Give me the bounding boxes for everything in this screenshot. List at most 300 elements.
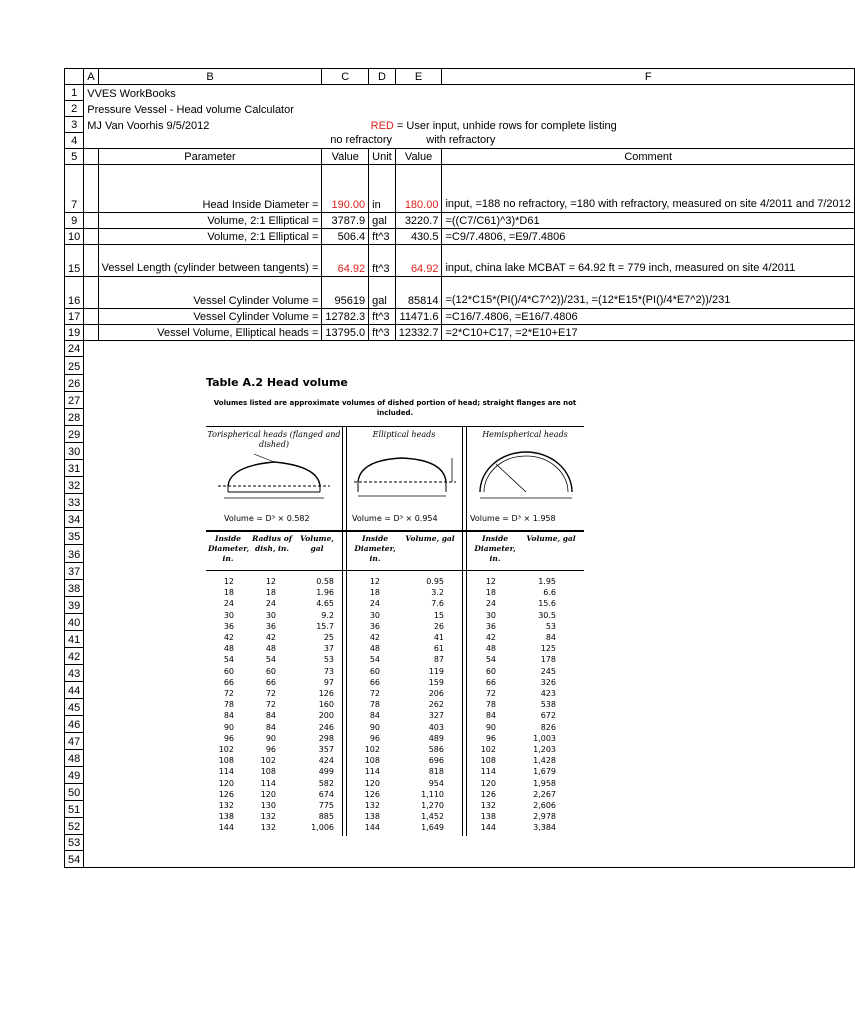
ell-diameter-value: 114 xyxy=(364,767,380,777)
value2-cylinder-volume-ft3[interactable]: 11471.6 xyxy=(395,309,442,325)
ell-volume-value: 1,452 xyxy=(421,812,444,822)
unit-head-diameter[interactable]: in xyxy=(369,165,396,213)
tori-diameter-column xyxy=(210,576,234,834)
unit-volume-gal[interactable]: gal xyxy=(369,213,396,229)
elliptical-heading: Elliptical heads xyxy=(372,430,436,439)
refractory-labels-row[interactable] xyxy=(84,133,855,149)
row-header[interactable]: 38 xyxy=(65,580,84,597)
hem-volume-value: 15.6 xyxy=(538,599,556,609)
ell-diameter-value: 54 xyxy=(369,655,380,665)
cell[interactable] xyxy=(84,229,98,245)
tori-volume-value: 775 xyxy=(318,801,334,811)
hem-volume-value: 125 xyxy=(540,644,556,654)
tori-volume-value: 246 xyxy=(318,722,334,732)
tori-diameter-value: 84 xyxy=(223,711,234,721)
unit-cylinder-volume-ft3[interactable]: ft^3 xyxy=(369,309,396,325)
ell-volume-value: 159 xyxy=(428,677,444,687)
row-header[interactable]: 47 xyxy=(65,733,84,750)
row-header[interactable]: 34 xyxy=(65,511,84,528)
ell-diameter-value: 60 xyxy=(369,666,380,676)
tori-diameter-value: 126 xyxy=(218,789,234,799)
hem-diameter-value: 36 xyxy=(485,621,496,631)
tori-radius-value: 48 xyxy=(265,644,276,654)
ell-volume-value: 87 xyxy=(433,655,444,665)
header-parameter[interactable]: Parameter xyxy=(98,149,322,165)
ell-volume-value: 206 xyxy=(428,689,444,699)
ell-volume-value: 954 xyxy=(428,778,444,788)
ell-diameter-value: 42 xyxy=(369,633,380,643)
ell-diameter-value: 108 xyxy=(364,756,380,766)
comment-head-diameter[interactable]: input, =188 no refractory, =180 with refractory, measured on site 4/2011 and 7/2012 xyxy=(442,165,854,213)
torispherical-formula: Volume = D³ × 0.582 xyxy=(224,514,310,523)
value-vessel-length[interactable]: 64.92 xyxy=(322,245,369,277)
ell-volume-value: 7.6 xyxy=(431,599,444,609)
hem-diameter-value: 42 xyxy=(485,633,496,643)
ell-diameter-value: 48 xyxy=(369,644,380,654)
ell-volume-value: 3.2 xyxy=(431,588,444,598)
row-header[interactable]: 49 xyxy=(65,767,84,784)
tori-radius-value: 42 xyxy=(265,633,276,643)
row-header[interactable]: 1 xyxy=(65,85,84,101)
hem-volume-value: 245 xyxy=(540,666,556,676)
hem-volume-value: 326 xyxy=(540,677,556,687)
ell-col-volume: Volume, gal xyxy=(405,534,455,543)
tori-radius-value: 72 xyxy=(265,689,276,699)
ell-volume-value: 586 xyxy=(428,745,444,755)
tori-diameter-value: 36 xyxy=(223,621,234,631)
row-header[interactable]: 41 xyxy=(65,631,84,648)
legend-cell[interactable] xyxy=(369,117,855,133)
row-header[interactable]: 24 xyxy=(65,341,84,357)
tori-diameter-value: 78 xyxy=(223,700,234,710)
tori-diameter-value: 90 xyxy=(223,722,234,732)
ell-volume-value: 15 xyxy=(433,610,444,620)
tori-radius-value: 66 xyxy=(265,677,276,687)
tori-volume-column xyxy=(292,576,334,834)
row-header[interactable]: 54 xyxy=(65,851,84,868)
tori-diameter-value: 114 xyxy=(218,767,234,777)
header-comment[interactable]: Comment xyxy=(442,149,854,165)
column-header-d[interactable]: D xyxy=(369,69,396,85)
row-header[interactable]: 28 xyxy=(65,409,84,426)
cell[interactable] xyxy=(84,245,98,277)
ell-volume-value: 26 xyxy=(433,621,444,631)
tori-diameter-value: 42 xyxy=(223,633,234,643)
tori-radius-column xyxy=(250,576,276,834)
tori-volume-value: 499 xyxy=(318,767,334,777)
ell-diameter-value: 78 xyxy=(369,700,380,710)
rule xyxy=(206,570,584,571)
hem-diameter-value: 72 xyxy=(485,689,496,699)
corner-cell[interactable] xyxy=(65,69,84,85)
column-header-a[interactable]: A xyxy=(84,69,98,85)
legend-red-label: RED xyxy=(370,119,394,132)
tori-volume-value: 885 xyxy=(318,812,334,822)
ell-diameter-value: 30 xyxy=(369,610,380,620)
tori-radius-value: 72 xyxy=(265,700,276,710)
hem-volume-value: 1,679 xyxy=(533,767,556,777)
torispherical-heading: Torispherical heads (flanged and dished) xyxy=(207,430,341,449)
comment-cylinder-volume-gal[interactable]: =(12*C15*(PI()/4*C7^2))/231, =(12*E15*(PI()/4*E7^2))/231 xyxy=(442,277,854,309)
tori-radius-value: 12 xyxy=(265,577,276,586)
row-header[interactable]: 4 xyxy=(65,133,84,149)
row-header[interactable]: 40 xyxy=(65,614,84,631)
hem-diameter-value: 48 xyxy=(485,644,496,654)
tori-radius-value: 102 xyxy=(260,756,276,766)
ell-volume-value: 1,110 xyxy=(421,789,444,799)
hem-diameter-value: 108 xyxy=(480,756,496,766)
value-volume-gal[interactable]: 3787.9 xyxy=(322,213,369,229)
value2-volume-ft3[interactable]: 430.5 xyxy=(395,229,442,245)
ell-diameter-value: 36 xyxy=(369,621,380,631)
hem-col-diameter: Inside Diameter, in. xyxy=(474,534,516,563)
tori-volume-value: 357 xyxy=(318,745,334,755)
unit-cylinder-volume-gal[interactable]: gal xyxy=(369,277,396,309)
hem-diameter-value: 60 xyxy=(485,666,496,676)
tori-radius-value: 132 xyxy=(260,812,276,822)
tori-volume-value: 73 xyxy=(323,666,334,676)
cell[interactable] xyxy=(84,325,98,341)
elliptical-diagram xyxy=(352,452,458,508)
ell-diameter-value: 120 xyxy=(364,778,380,788)
ell-diameter-value: 144 xyxy=(364,823,380,833)
tori-col-volume: Volume, gal xyxy=(300,534,334,553)
image-row-cell[interactable] xyxy=(84,851,855,868)
tori-diameter-value: 144 xyxy=(218,823,234,833)
param-cylinder-volume-ft3[interactable]: Vessel Cylinder Volume = xyxy=(98,309,322,325)
hem-diameter-value: 114 xyxy=(480,767,496,777)
ell-diameter-value: 84 xyxy=(369,711,380,721)
hem-volume-value: 423 xyxy=(540,689,556,699)
ell-volume-value: 696 xyxy=(428,756,444,766)
ell-volume-value: 41 xyxy=(433,633,444,643)
hem-volume-value: 53 xyxy=(545,621,556,631)
row-header[interactable]: 26 xyxy=(65,375,84,392)
hem-volume-column xyxy=(518,576,556,834)
value2-cylinder-volume-gal[interactable]: 85814 xyxy=(395,277,442,309)
tori-radius-value: 84 xyxy=(265,722,276,732)
hem-diameter-value: 18 xyxy=(485,588,496,598)
tori-volume-value: 0.58 xyxy=(316,577,334,586)
no-refractory-label: no refractory xyxy=(330,134,392,146)
ell-volume-column xyxy=(404,576,444,834)
author-cell[interactable]: MJ Van Voorhis 9/5/2012 xyxy=(84,117,369,133)
hem-volume-value: 1,428 xyxy=(533,756,556,766)
row-header[interactable]: 2 xyxy=(65,101,84,117)
unit-volume-ft3[interactable]: ft^3 xyxy=(369,229,396,245)
ell-diameter-value: 102 xyxy=(364,745,380,755)
value2-vessel-volume[interactable]: 12332.7 xyxy=(395,325,442,341)
row-header[interactable]: 30 xyxy=(65,443,84,460)
comment-volume-ft3[interactable]: =C9/7.4806, =E9/7.4806 xyxy=(442,229,854,245)
ell-volume-value: 489 xyxy=(428,733,444,743)
tori-radius-value: 108 xyxy=(260,767,276,777)
cell[interactable] xyxy=(84,213,98,229)
value2-vessel-length[interactable]: 64.92 xyxy=(395,245,442,277)
hem-volume-value: 538 xyxy=(540,700,556,710)
ell-col-diameter: Inside Diameter, in. xyxy=(354,534,396,563)
param-head-diameter[interactable]: Head Inside Diameter = xyxy=(98,165,322,213)
tori-radius-value: 60 xyxy=(265,666,276,676)
row-header[interactable]: 32 xyxy=(65,477,84,494)
tori-diameter-value: 60 xyxy=(223,666,234,676)
header-unit[interactable]: Unit xyxy=(369,149,396,165)
hem-volume-value: 1.95 xyxy=(538,577,556,586)
tori-radius-value: 24 xyxy=(265,599,276,609)
row-header[interactable]: 9 xyxy=(65,213,84,229)
tori-volume-value: 97 xyxy=(323,677,334,687)
scan-title: Table A.2 Head volume xyxy=(206,376,348,389)
row-header[interactable]: 3 xyxy=(65,117,84,133)
hem-volume-value: 1,958 xyxy=(533,778,556,788)
hem-volume-value: 2,267 xyxy=(533,789,556,799)
ell-diameter-value: 138 xyxy=(364,812,380,822)
hem-diameter-value: 84 xyxy=(485,711,496,721)
scan-subtitle: Volumes listed are approximate volumes of dished portion of head; straight flanges are not included. xyxy=(213,399,577,417)
ell-diameter-value: 126 xyxy=(364,789,380,799)
ell-diameter-value: 90 xyxy=(369,722,380,732)
tori-col-diameter: Inside Diameter, in. xyxy=(208,534,250,563)
row-header[interactable]: 19 xyxy=(65,325,84,341)
ell-diameter-value: 24 xyxy=(369,599,380,609)
image-row-cell[interactable] xyxy=(84,341,855,357)
tori-diameter-value: 48 xyxy=(223,644,234,654)
column-header-c[interactable]: C xyxy=(322,69,369,85)
hem-diameter-value: 90 xyxy=(485,722,496,732)
tori-volume-value: 298 xyxy=(318,733,334,743)
row-header[interactable]: 27 xyxy=(65,392,84,409)
tori-diameter-value: 132 xyxy=(218,801,234,811)
tori-volume-value: 126 xyxy=(318,689,334,699)
row-header[interactable]: 39 xyxy=(65,597,84,614)
tori-radius-value: 132 xyxy=(260,823,276,833)
comment-vessel-volume[interactable]: =2*C10+C17, =2*E10+E17 xyxy=(442,325,854,341)
tori-diameter-value: 66 xyxy=(223,677,234,687)
column-header-e[interactable]: E xyxy=(395,69,442,85)
elliptical-formula: Volume = D³ × 0.954 xyxy=(352,514,438,523)
tori-col-radius: Radius of dish, in. xyxy=(252,534,292,553)
legend-text: = User input, unhide rows for complete listing xyxy=(393,119,617,132)
ell-volume-value: 0.95 xyxy=(426,577,444,586)
tori-volume-value: 37 xyxy=(323,644,334,654)
row-header[interactable]: 35 xyxy=(65,528,84,545)
tori-radius-value: 30 xyxy=(265,610,276,620)
row-header[interactable]: 29 xyxy=(65,426,84,443)
header-value[interactable]: Value xyxy=(322,149,369,165)
row-header[interactable]: 10 xyxy=(65,229,84,245)
ell-volume-value: 818 xyxy=(428,767,444,777)
tori-diameter-value: 120 xyxy=(218,778,234,788)
hem-diameter-value: 66 xyxy=(485,677,496,687)
tori-volume-value: 15.7 xyxy=(316,621,334,631)
tori-diameter-value: 102 xyxy=(218,745,234,755)
tori-volume-value: 674 xyxy=(318,789,334,799)
ell-diameter-value: 66 xyxy=(369,677,380,687)
hem-volume-value: 672 xyxy=(540,711,556,721)
tori-radius-value: 114 xyxy=(260,778,276,788)
tori-diameter-value: 24 xyxy=(223,599,234,609)
hemispherical-heading: Hemispherical heads xyxy=(482,430,568,439)
divider xyxy=(342,426,343,836)
row-header[interactable]: 52 xyxy=(65,818,84,835)
hem-diameter-value: 54 xyxy=(485,655,496,665)
row-header[interactable]: 42 xyxy=(65,648,84,665)
row-header[interactable]: 31 xyxy=(65,460,84,477)
column-header-f[interactable]: F xyxy=(442,69,854,85)
tori-volume-value: 424 xyxy=(318,756,334,766)
hem-volume-value: 6.6 xyxy=(543,588,556,598)
tori-radius-value: 54 xyxy=(265,655,276,665)
value2-volume-gal[interactable]: 3220.7 xyxy=(395,213,442,229)
ell-diameter-value: 96 xyxy=(369,733,380,743)
header-value-refractory[interactable]: Value xyxy=(395,149,442,165)
hem-diameter-column xyxy=(470,576,496,834)
row-header[interactable]: 46 xyxy=(65,716,84,733)
hem-volume-value: 2,606 xyxy=(533,801,556,811)
row-header[interactable]: 37 xyxy=(65,563,84,580)
divider xyxy=(462,426,463,836)
tori-diameter-value: 30 xyxy=(223,610,234,620)
row-header[interactable]: 45 xyxy=(65,699,84,716)
ell-diameter-value: 18 xyxy=(369,588,380,598)
with-refractory-label: with refractory xyxy=(426,134,496,146)
cell[interactable] xyxy=(84,149,98,165)
tori-radius-value: 84 xyxy=(265,711,276,721)
hem-volume-value: 178 xyxy=(540,655,556,665)
row-header[interactable]: 25 xyxy=(65,357,84,375)
param-vessel-volume[interactable]: Vessel Volume, Elliptical heads = xyxy=(98,325,322,341)
hem-volume-value: 84 xyxy=(545,633,556,643)
hem-diameter-value: 24 xyxy=(485,599,496,609)
row-header[interactable]: 16 xyxy=(65,277,84,309)
ell-diameter-value: 12 xyxy=(369,577,380,586)
hem-volume-value: 1,203 xyxy=(533,745,556,755)
value-cylinder-volume-gal[interactable]: 95619 xyxy=(322,277,369,309)
unit-vessel-volume[interactable]: ft^3 xyxy=(369,325,396,341)
tori-volume-value: 1.96 xyxy=(316,588,334,598)
hem-col-volume: Volume, gal xyxy=(526,534,576,543)
tori-diameter-value: 72 xyxy=(223,689,234,699)
tori-volume-value: 25 xyxy=(323,633,334,643)
hem-diameter-value: 138 xyxy=(480,812,496,822)
hem-diameter-value: 30 xyxy=(485,610,496,620)
hem-diameter-value: 120 xyxy=(480,778,496,788)
tori-volume-value: 9.2 xyxy=(321,610,334,620)
hem-diameter-value: 102 xyxy=(480,745,496,755)
tori-radius-value: 18 xyxy=(265,588,276,598)
tori-diameter-value: 96 xyxy=(223,733,234,743)
row-header[interactable]: 44 xyxy=(65,682,84,699)
row-header[interactable]: 43 xyxy=(65,665,84,682)
tori-diameter-value: 54 xyxy=(223,655,234,665)
ell-volume-value: 1,270 xyxy=(421,801,444,811)
hem-volume-value: 30.5 xyxy=(538,610,556,620)
hem-diameter-value: 144 xyxy=(480,823,496,833)
column-header-b[interactable]: B xyxy=(98,69,322,85)
tori-radius-value: 120 xyxy=(260,789,276,799)
rule xyxy=(206,530,584,531)
ell-volume-value: 119 xyxy=(428,666,444,676)
row-header[interactable]: 5 xyxy=(65,149,84,165)
hem-diameter-value: 126 xyxy=(480,789,496,799)
ell-volume-value: 327 xyxy=(428,711,444,721)
hem-volume-value: 1,003 xyxy=(533,733,556,743)
hem-diameter-value: 12 xyxy=(485,577,496,586)
comment-vessel-length[interactable]: input, china lake MCBAT = 64.92 ft = 779 inch, measured on site 4/2011 xyxy=(442,245,854,277)
value-cylinder-volume-ft3[interactable]: 12782.3 xyxy=(322,309,369,325)
param-cylinder-volume-gal[interactable]: Vessel Cylinder Volume = xyxy=(98,277,322,309)
tori-volume-value: 1,006 xyxy=(311,823,334,833)
hem-volume-value: 826 xyxy=(540,722,556,732)
param-vessel-length[interactable]: Vessel Length (cylinder between tangents) = xyxy=(98,245,322,277)
row-header[interactable]: 53 xyxy=(65,835,84,851)
row-header[interactable]: 48 xyxy=(65,750,84,767)
cell[interactable] xyxy=(84,165,98,213)
row-header[interactable]: 33 xyxy=(65,494,84,511)
row-header[interactable]: 50 xyxy=(65,784,84,801)
value-head-diameter[interactable]: 190.00 xyxy=(322,165,369,213)
value-volume-ft3[interactable]: 506.4 xyxy=(322,229,369,245)
divider xyxy=(346,426,347,836)
tori-diameter-value: 18 xyxy=(223,588,234,598)
hemispherical-formula: Volume = D³ × 1.958 xyxy=(470,514,556,523)
tori-diameter-value: 108 xyxy=(218,756,234,766)
hem-volume-value: 3,384 xyxy=(533,823,556,833)
ell-diameter-column xyxy=(350,576,380,834)
row-header[interactable]: 17 xyxy=(65,309,84,325)
cell[interactable] xyxy=(84,309,98,325)
comment-cylinder-volume-ft3[interactable]: =C16/7.4806, =E16/7.4806 xyxy=(442,309,854,325)
ell-diameter-value: 132 xyxy=(364,801,380,811)
param-volume-ft3[interactable]: Volume, 2:1 Elliptical = xyxy=(98,229,322,245)
row-header[interactable]: 15 xyxy=(65,245,84,277)
ell-volume-value: 61 xyxy=(433,644,444,654)
tori-radius-value: 90 xyxy=(265,733,276,743)
ell-volume-value: 403 xyxy=(428,722,444,732)
tori-volume-value: 200 xyxy=(318,711,334,721)
value-vessel-volume[interactable]: 13795.0 xyxy=(322,325,369,341)
tori-volume-value: 582 xyxy=(318,778,334,788)
row-header[interactable]: 7 xyxy=(65,165,84,213)
tori-radius-value: 130 xyxy=(260,801,276,811)
head-volume-table-image xyxy=(200,368,590,838)
tori-radius-value: 96 xyxy=(265,745,276,755)
hemispherical-diagram xyxy=(472,446,580,508)
row-header[interactable]: 36 xyxy=(65,545,84,563)
title-cell[interactable]: VVES WorkBooks xyxy=(84,85,855,101)
tori-radius-value: 36 xyxy=(265,621,276,631)
hem-diameter-value: 78 xyxy=(485,700,496,710)
ell-volume-value: 1,649 xyxy=(421,823,444,833)
hem-volume-value: 2,978 xyxy=(533,812,556,822)
divider xyxy=(466,426,467,836)
torispherical-diagram xyxy=(214,452,336,508)
tori-volume-value: 160 xyxy=(318,700,334,710)
subtitle-cell[interactable]: Pressure Vessel - Head volume Calculator xyxy=(84,101,855,117)
tori-volume-value: 4.65 xyxy=(316,599,334,609)
tori-diameter-value: 12 xyxy=(223,577,234,586)
value2-head-diameter[interactable]: 180.00 xyxy=(395,165,442,213)
cell[interactable] xyxy=(84,277,98,309)
hem-diameter-value: 96 xyxy=(485,733,496,743)
tori-diameter-value: 138 xyxy=(218,812,234,822)
unit-vessel-length[interactable]: ft^3 xyxy=(369,245,396,277)
comment-volume-gal[interactable]: =((C7/C61)^3)*D61 xyxy=(442,213,854,229)
param-volume-gal[interactable]: Volume, 2:1 Elliptical = xyxy=(98,213,322,229)
row-header[interactable]: 51 xyxy=(65,801,84,818)
hem-diameter-value: 132 xyxy=(480,801,496,811)
ell-diameter-value: 72 xyxy=(369,689,380,699)
